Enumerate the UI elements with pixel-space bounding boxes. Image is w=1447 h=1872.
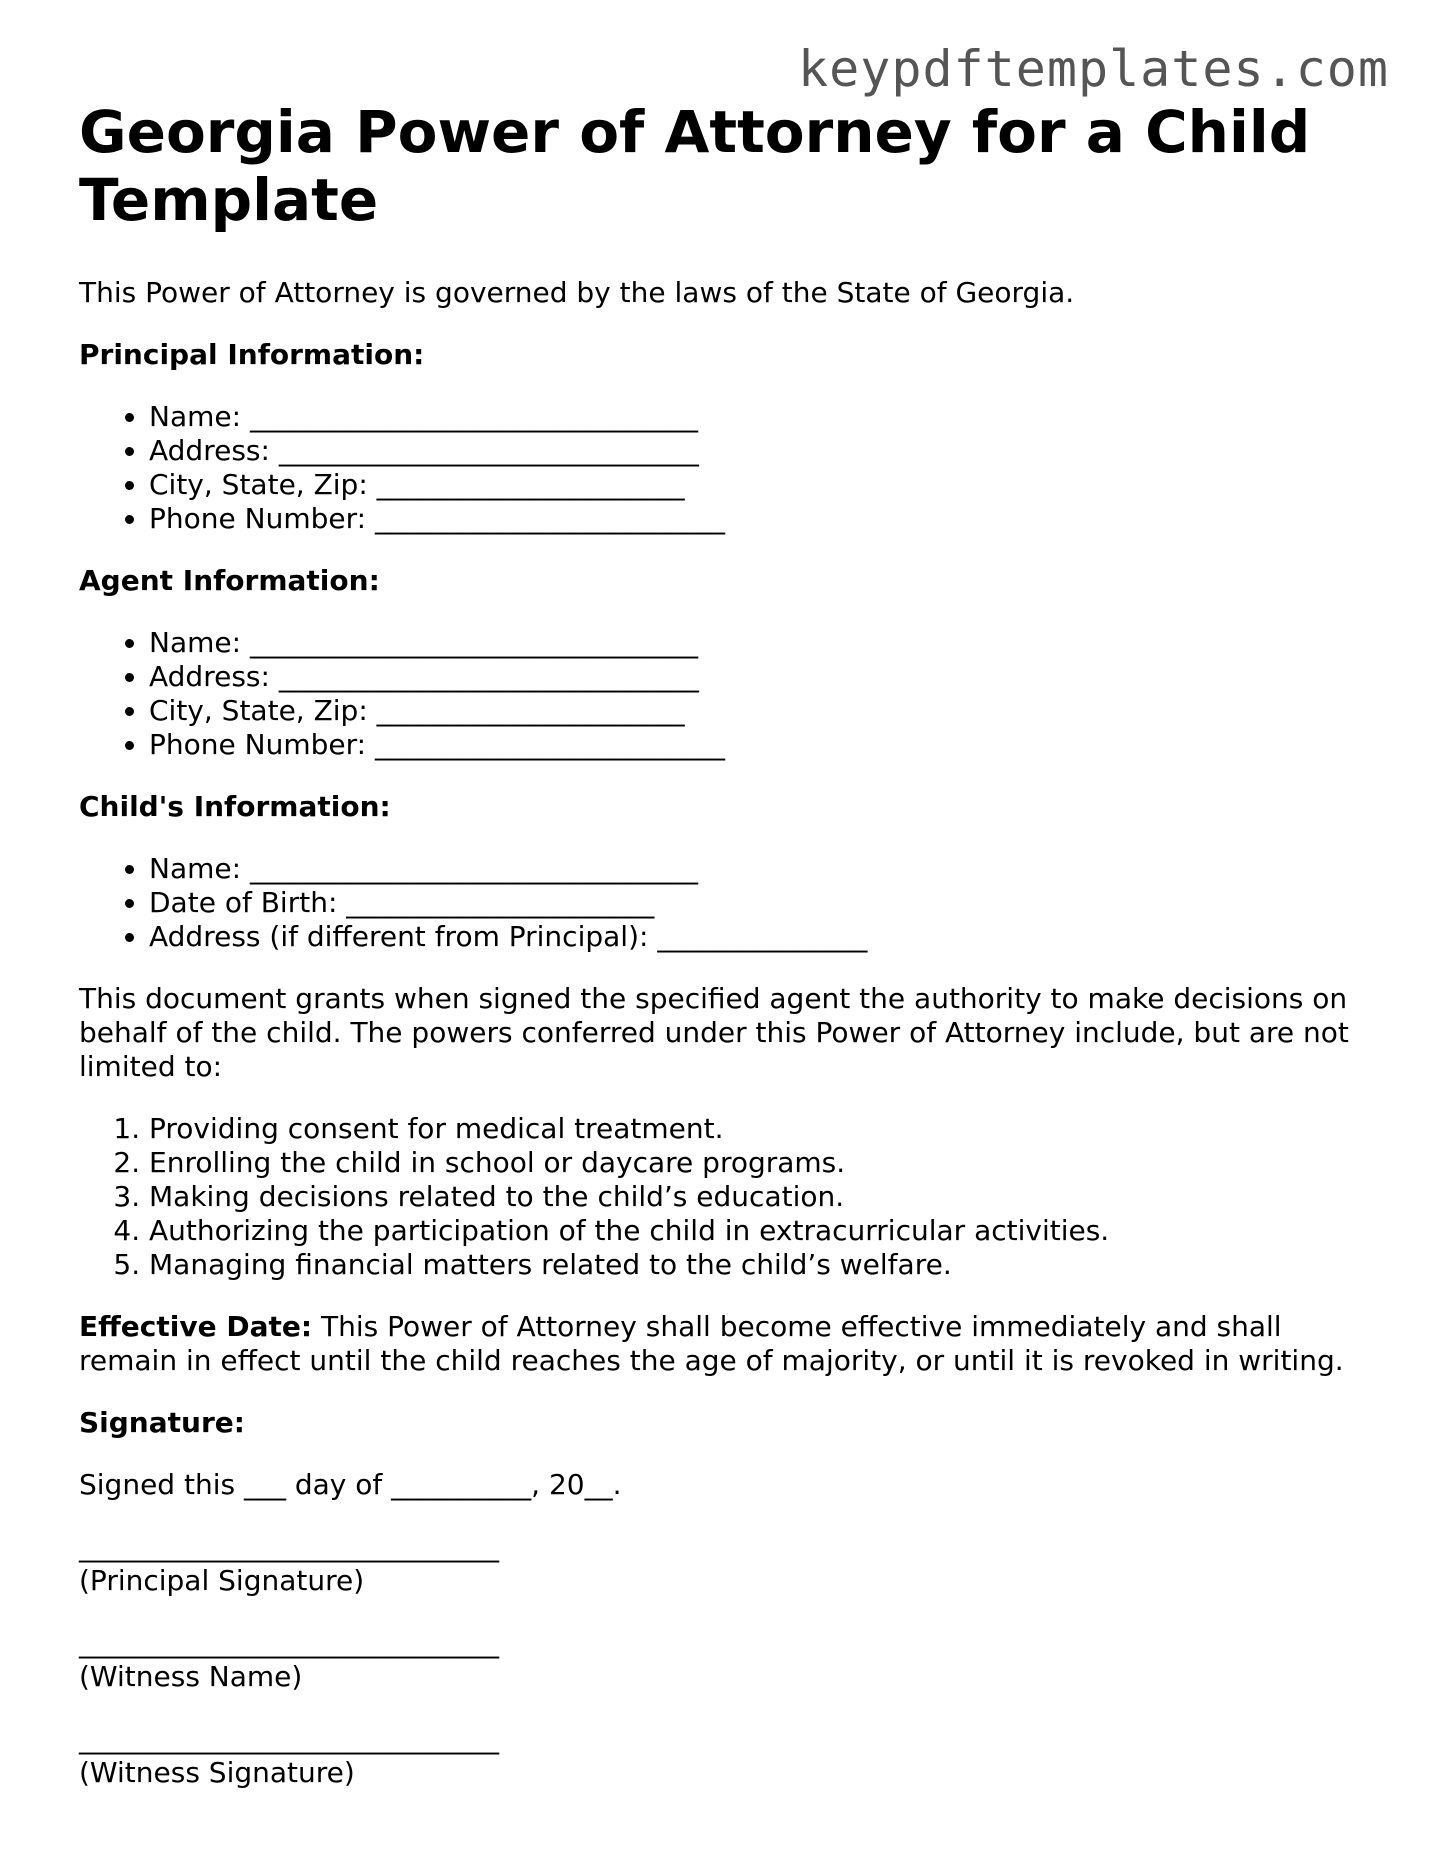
principal-signature-label: (Principal Signature) [79, 1564, 365, 1597]
principal-name-field: • Name: ________________________________ [149, 400, 1379, 434]
principal-address-field: • Address: ______________________________ [149, 434, 1379, 468]
signature-heading: Signature: [79, 1406, 245, 1439]
watermark: keypdftemplates.com [798, 40, 1389, 98]
witness-name-block [79, 1626, 1379, 1694]
power-item: 5. Managing financial matters related to the child’s welfare. [149, 1248, 1379, 1282]
witness-name-label: (Witness Name) [79, 1660, 303, 1693]
powers-intro: This document grants when signed the specified agent the authority to make decisions on behalf of the child. The powers conferred under this Power of Attorney include, but are not limited to: [79, 982, 1349, 1083]
child-address-field: • Address (if different from Principal): _______________ [149, 920, 1379, 954]
child-heading: Child's Information: [79, 790, 391, 823]
intro-text: This Power of Attorney is governed by the laws of the State of Georgia. [79, 276, 1075, 309]
effective-date-paragraph [79, 1310, 1369, 1378]
effective-date-text: This Power of Attorney shall become effective immediately and shall remain in effect until the child reaches the age of majority, or until it is revoked in writing. [79, 1310, 1344, 1377]
page-title: Georgia Power of Attorney for a Child Template [79, 98, 1311, 234]
document-page [79, 98, 1379, 1818]
power-item: 4. Authorizing the participation of the child in extracurricular activities. [149, 1214, 1379, 1248]
power-item: 2. Enrolling the child in school or daycare programs. [149, 1146, 1379, 1180]
principal-phone-field: • Phone Number: _________________________ [149, 502, 1379, 536]
principal-signature-line: ______________________________ [79, 1530, 499, 1563]
agent-name-field: • Name: ________________________________ [149, 626, 1379, 660]
powers-list [79, 1112, 1379, 1282]
principal-city-field: • City, State, Zip: ______________________ [149, 468, 1379, 502]
agent-address-field: • Address: ______________________________ [149, 660, 1379, 694]
child-name-field: • Name: ________________________________ [149, 852, 1379, 886]
agent-heading: Agent Information: [79, 564, 380, 597]
principal-signature-block [79, 1530, 1379, 1598]
signed-date-line: Signed this ___ day of __________, 20__. [79, 1468, 622, 1501]
effective-date-label: Effective Date: [79, 1310, 313, 1343]
agent-phone-field: • Phone Number: _________________________ [149, 728, 1379, 762]
child-fields [79, 852, 1379, 954]
witness-signature-block [79, 1722, 1379, 1790]
witness-name-line: ______________________________ [79, 1626, 499, 1659]
principal-heading: Principal Information: [79, 338, 425, 371]
child-dob-field: • Date of Birth: ______________________ [149, 886, 1379, 920]
agent-city-field: • City, State, Zip: ______________________ [149, 694, 1379, 728]
witness-signature-label: (Witness Signature) [79, 1756, 355, 1789]
agent-fields [79, 626, 1379, 762]
witness-signature-line: ______________________________ [79, 1722, 499, 1755]
power-item: 1. Providing consent for medical treatment. [149, 1112, 1379, 1146]
principal-fields [79, 400, 1379, 536]
power-item: 3. Making decisions related to the child’s education. [149, 1180, 1379, 1214]
